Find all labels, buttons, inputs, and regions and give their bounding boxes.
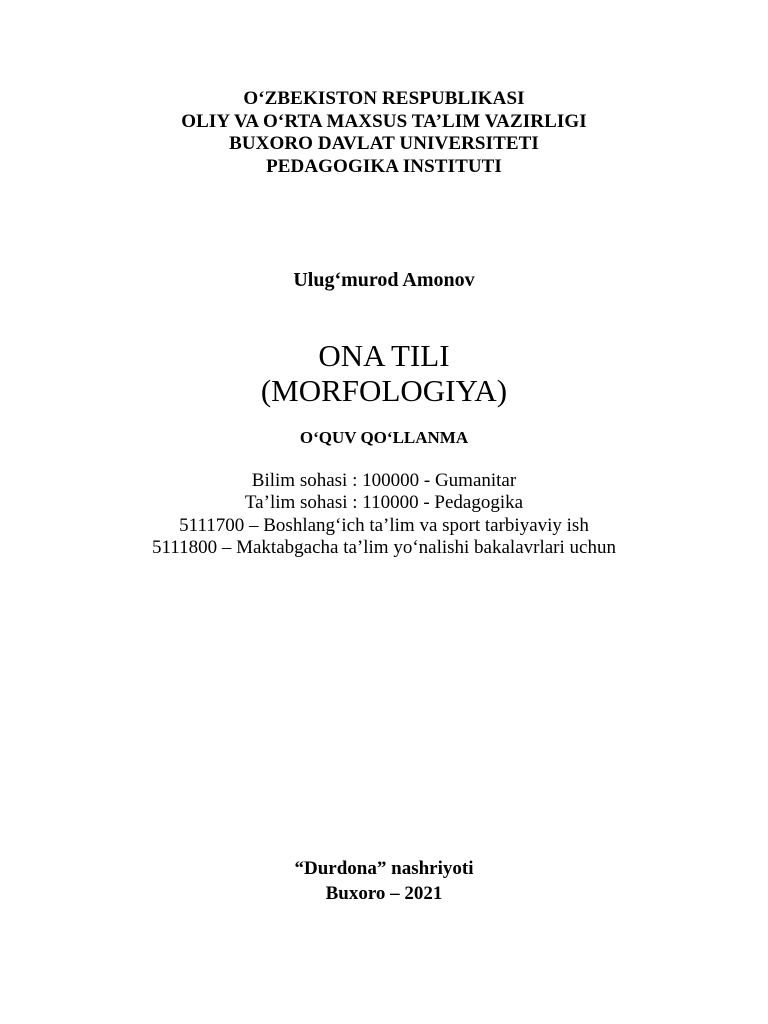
field-education-area: Ta’lim sohasi : 110000 - Pedagogika bbox=[244, 492, 524, 513]
book-title-line-1: ONA TILI bbox=[318, 338, 450, 373]
publisher-place-year: Buxoro – 2021 bbox=[325, 883, 443, 904]
header-university: BUXORO DAVLAT UNIVERSITETI bbox=[229, 133, 539, 154]
author-name: Ulug‘murod Amonov bbox=[293, 269, 475, 291]
book-title-line-2: (MORFOLOGIYA) bbox=[260, 373, 508, 408]
field-specialty-1: 5111700 – Boshlang‘ich ta’lim va sport tarbiyaviy ish bbox=[179, 515, 589, 536]
field-knowledge-area: Bilim sohasi : 100000 - Gumanitar bbox=[251, 470, 517, 491]
field-specialty-2: 5111800 – Maktabgacha ta’lim yo‘nalishi bakalavrlari uchun bbox=[152, 537, 616, 558]
header-ministry: OLIY VA O‘RTA MAXSUS TA’LIM VAZIRLIGI bbox=[181, 111, 587, 132]
book-subtitle: O‘QUV QO‘LLANMA bbox=[299, 428, 469, 447]
publisher-name: “Durdona” nashriyoti bbox=[294, 858, 474, 879]
header-institute: PEDAGOGIKA INSTITUTI bbox=[266, 156, 502, 177]
header-country: O‘ZBEKISTON RESPUBLIKASI bbox=[243, 88, 525, 109]
